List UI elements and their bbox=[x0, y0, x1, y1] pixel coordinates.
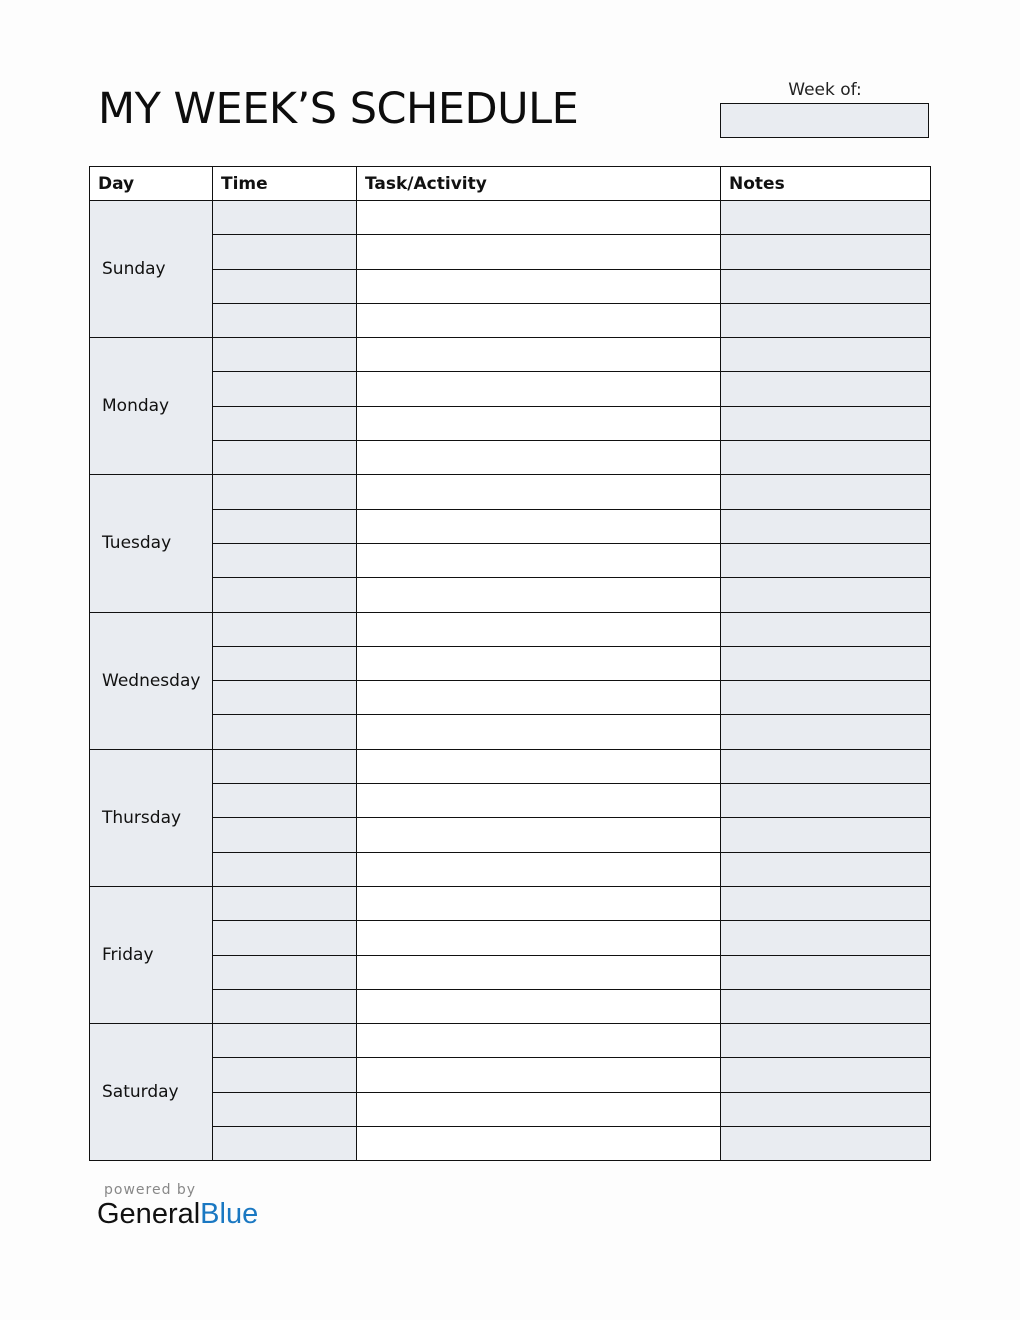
day-label: Wednesday bbox=[90, 612, 213, 749]
table-row bbox=[90, 1058, 931, 1092]
notes-cell[interactable] bbox=[721, 269, 931, 303]
table-row bbox=[90, 1127, 931, 1161]
time-cell[interactable] bbox=[213, 201, 357, 235]
notes-cell[interactable] bbox=[721, 852, 931, 886]
time-cell[interactable] bbox=[213, 818, 357, 852]
task-cell[interactable] bbox=[357, 1024, 721, 1058]
notes-cell[interactable] bbox=[721, 201, 931, 235]
task-cell[interactable] bbox=[357, 955, 721, 989]
notes-cell[interactable] bbox=[721, 612, 931, 646]
notes-cell[interactable] bbox=[721, 543, 931, 577]
table-row bbox=[90, 646, 931, 680]
header-row bbox=[90, 167, 931, 201]
task-cell[interactable] bbox=[357, 372, 721, 406]
task-cell[interactable] bbox=[357, 646, 721, 680]
powered-by-text: powered by bbox=[104, 1182, 197, 1198]
time-cell[interactable] bbox=[213, 852, 357, 886]
task-cell[interactable] bbox=[357, 715, 721, 749]
week-of-field[interactable] bbox=[720, 103, 929, 138]
day-label: Saturday bbox=[90, 1024, 213, 1161]
task-cell[interactable] bbox=[357, 1127, 721, 1161]
table-row bbox=[90, 235, 931, 269]
time-cell[interactable] bbox=[213, 989, 357, 1023]
time-cell[interactable] bbox=[213, 955, 357, 989]
table-row bbox=[90, 509, 931, 543]
table-row bbox=[90, 681, 931, 715]
time-cell[interactable] bbox=[213, 749, 357, 783]
column-header-task: Task/Activity bbox=[357, 167, 721, 201]
day-label: Sunday bbox=[90, 201, 213, 338]
table-row bbox=[90, 989, 931, 1023]
notes-cell[interactable] bbox=[721, 1092, 931, 1126]
table-row bbox=[90, 818, 931, 852]
task-cell[interactable] bbox=[357, 886, 721, 920]
time-cell[interactable] bbox=[213, 886, 357, 920]
notes-cell[interactable] bbox=[721, 1127, 931, 1161]
table-row bbox=[90, 201, 931, 235]
task-cell[interactable] bbox=[357, 1092, 721, 1126]
notes-cell[interactable] bbox=[721, 886, 931, 920]
task-cell[interactable] bbox=[357, 578, 721, 612]
task-cell[interactable] bbox=[357, 989, 721, 1023]
notes-cell[interactable] bbox=[721, 338, 931, 372]
task-cell[interactable] bbox=[357, 338, 721, 372]
time-cell[interactable] bbox=[213, 303, 357, 337]
table-row bbox=[90, 406, 931, 440]
task-cell[interactable] bbox=[357, 852, 721, 886]
table-row bbox=[90, 852, 931, 886]
time-cell[interactable] bbox=[213, 441, 357, 475]
time-cell[interactable] bbox=[213, 269, 357, 303]
notes-cell[interactable] bbox=[721, 509, 931, 543]
table-row bbox=[90, 475, 931, 509]
task-cell[interactable] bbox=[357, 303, 721, 337]
notes-cell[interactable] bbox=[721, 749, 931, 783]
time-cell[interactable] bbox=[213, 509, 357, 543]
table-row bbox=[90, 955, 931, 989]
task-cell[interactable] bbox=[357, 406, 721, 440]
column-header-time: Time bbox=[213, 167, 357, 201]
task-cell[interactable] bbox=[357, 681, 721, 715]
notes-cell[interactable] bbox=[721, 784, 931, 818]
table-row bbox=[90, 372, 931, 406]
table-row bbox=[90, 715, 931, 749]
brand-logo bbox=[97, 1198, 258, 1231]
notes-cell[interactable] bbox=[721, 441, 931, 475]
brand-blue: Blue bbox=[200, 1198, 259, 1230]
task-cell[interactable] bbox=[357, 784, 721, 818]
notes-cell[interactable] bbox=[721, 1024, 931, 1058]
time-cell[interactable] bbox=[213, 235, 357, 269]
task-cell[interactable] bbox=[357, 509, 721, 543]
table-row bbox=[90, 749, 931, 783]
week-of-label: Week of: bbox=[788, 80, 862, 100]
notes-cell[interactable] bbox=[721, 921, 931, 955]
notes-cell[interactable] bbox=[721, 578, 931, 612]
time-cell[interactable] bbox=[213, 406, 357, 440]
task-cell[interactable] bbox=[357, 201, 721, 235]
notes-cell[interactable] bbox=[721, 989, 931, 1023]
notes-cell[interactable] bbox=[721, 372, 931, 406]
task-cell[interactable] bbox=[357, 612, 721, 646]
notes-cell[interactable] bbox=[721, 646, 931, 680]
schedule-table bbox=[89, 166, 931, 1161]
time-cell[interactable] bbox=[213, 543, 357, 577]
time-cell[interactable] bbox=[213, 1058, 357, 1092]
task-cell[interactable] bbox=[357, 921, 721, 955]
table-row bbox=[90, 1024, 931, 1058]
day-label: Monday bbox=[90, 338, 213, 475]
time-cell[interactable] bbox=[213, 681, 357, 715]
table-row bbox=[90, 921, 931, 955]
notes-cell[interactable] bbox=[721, 955, 931, 989]
table-row bbox=[90, 441, 931, 475]
task-cell[interactable] bbox=[357, 543, 721, 577]
table-row bbox=[90, 784, 931, 818]
time-cell[interactable] bbox=[213, 784, 357, 818]
time-cell[interactable] bbox=[213, 646, 357, 680]
notes-cell[interactable] bbox=[721, 303, 931, 337]
column-header-notes: Notes bbox=[721, 167, 931, 201]
table-row bbox=[90, 303, 931, 337]
time-cell[interactable] bbox=[213, 475, 357, 509]
notes-cell[interactable] bbox=[721, 235, 931, 269]
time-cell[interactable] bbox=[213, 372, 357, 406]
notes-cell[interactable] bbox=[721, 406, 931, 440]
day-label: Thursday bbox=[90, 749, 213, 886]
task-cell[interactable] bbox=[357, 818, 721, 852]
notes-cell[interactable] bbox=[721, 681, 931, 715]
time-cell[interactable] bbox=[213, 1024, 357, 1058]
task-cell[interactable] bbox=[357, 441, 721, 475]
page-title: MY WEEK’S SCHEDULE bbox=[98, 84, 579, 134]
time-cell[interactable] bbox=[213, 578, 357, 612]
day-label: Tuesday bbox=[90, 475, 213, 612]
table-row bbox=[90, 612, 931, 646]
day-label: Friday bbox=[90, 886, 213, 1023]
notes-cell[interactable] bbox=[721, 1058, 931, 1092]
brand-general: General bbox=[97, 1198, 201, 1230]
time-cell[interactable] bbox=[213, 715, 357, 749]
task-cell[interactable] bbox=[357, 475, 721, 509]
table-row bbox=[90, 269, 931, 303]
task-cell[interactable] bbox=[357, 749, 721, 783]
time-cell[interactable] bbox=[213, 612, 357, 646]
table-row bbox=[90, 578, 931, 612]
notes-cell[interactable] bbox=[721, 715, 931, 749]
table-row bbox=[90, 886, 931, 920]
time-cell[interactable] bbox=[213, 921, 357, 955]
notes-cell[interactable] bbox=[721, 818, 931, 852]
time-cell[interactable] bbox=[213, 1127, 357, 1161]
task-cell[interactable] bbox=[357, 235, 721, 269]
table-row bbox=[90, 543, 931, 577]
table-row bbox=[90, 1092, 931, 1126]
time-cell[interactable] bbox=[213, 1092, 357, 1126]
table-row bbox=[90, 338, 931, 372]
task-cell[interactable] bbox=[357, 1058, 721, 1092]
task-cell[interactable] bbox=[357, 269, 721, 303]
notes-cell[interactable] bbox=[721, 475, 931, 509]
column-header-day: Day bbox=[90, 167, 213, 201]
time-cell[interactable] bbox=[213, 338, 357, 372]
